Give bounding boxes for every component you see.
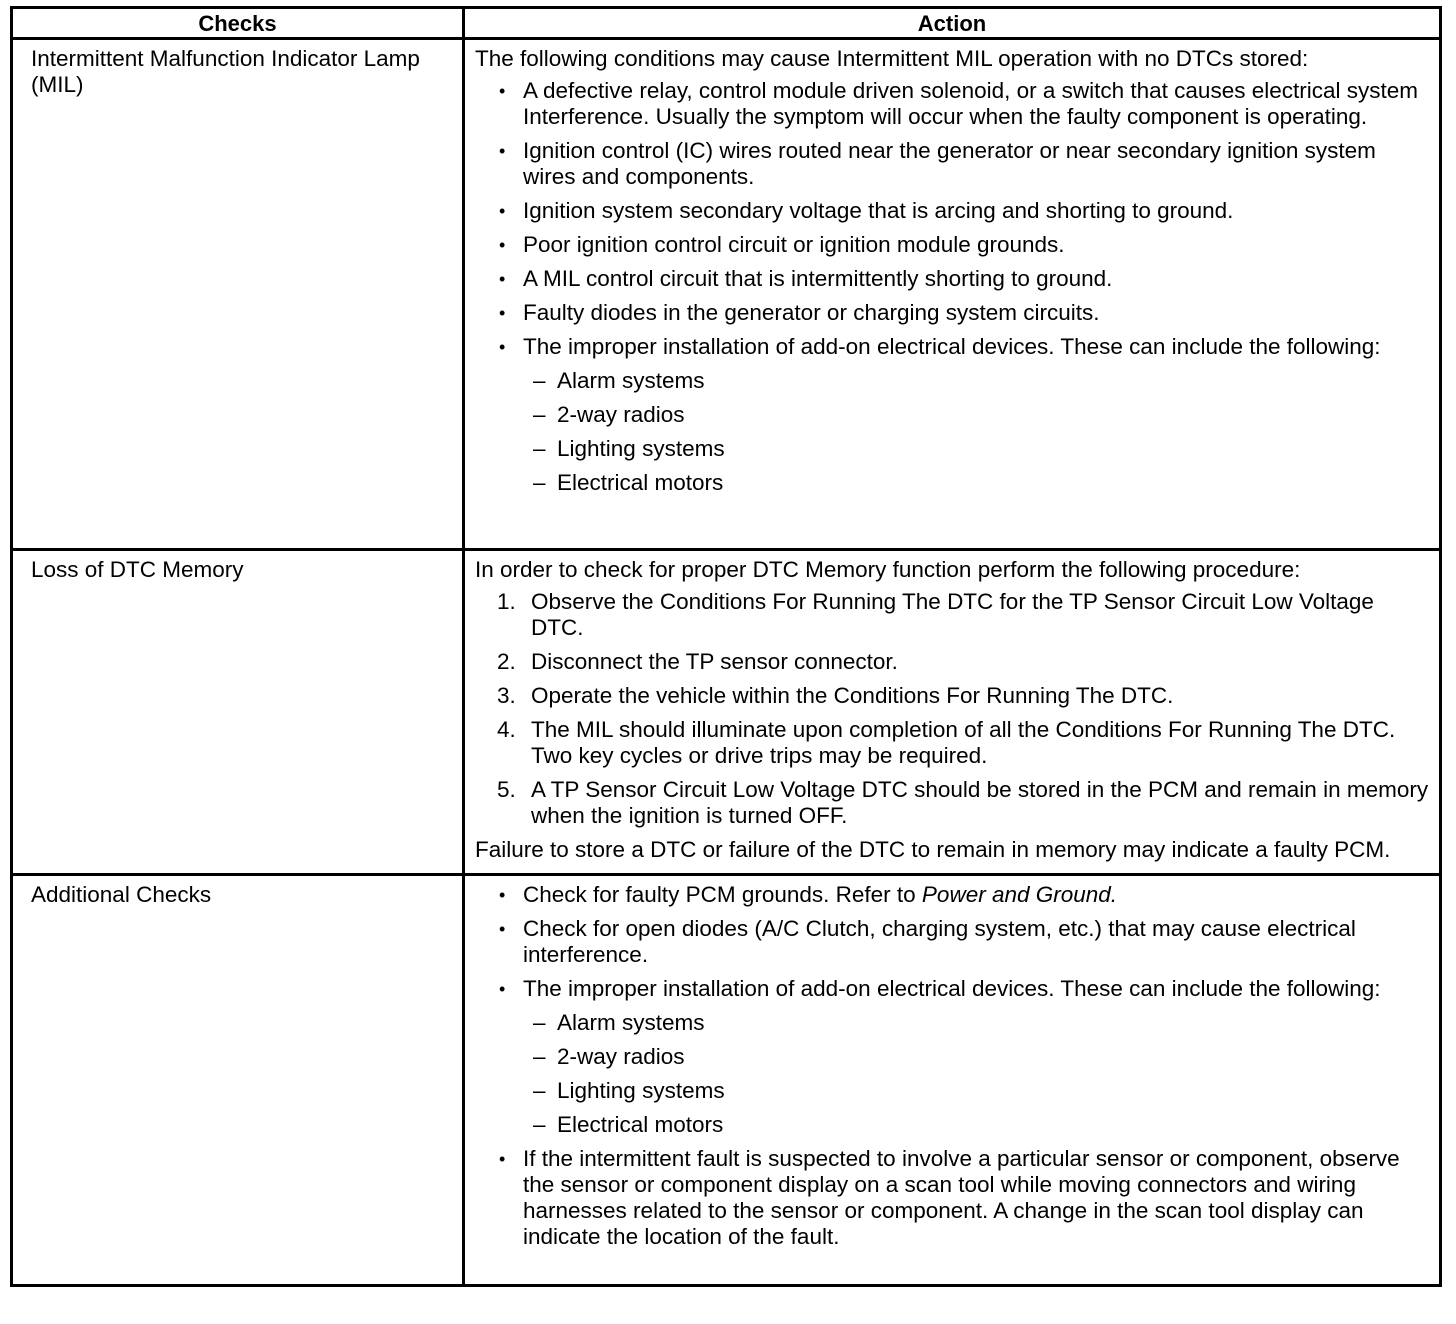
- sub-item: – Lighting systems: [523, 436, 1431, 462]
- bullet-text: Check for faulty PCM grounds. Refer to: [523, 882, 922, 907]
- check-cell: Intermittent Malfunction Indicator Lamp (MIL): [12, 39, 464, 550]
- action-intro: In order to check for proper DTC Memory function perform the following procedure:: [475, 557, 1301, 582]
- step-text: Operate the vehicle within the Conditions For Running The DTC.: [531, 683, 1174, 708]
- step-number: 2.: [497, 649, 516, 674]
- step-number: 3.: [497, 683, 516, 708]
- sub-item: – 2-way radios: [523, 1044, 1431, 1070]
- bullet-item: [475, 976, 1431, 1138]
- header-action: Action: [464, 8, 1441, 39]
- sub-item: – Lighting systems: [523, 1078, 1431, 1104]
- bullet-item: • A defective relay, control module driven solenoid, or a switch that causes electrical system Interference. Usually the symptom will occur when the faulty component is operating.: [475, 78, 1431, 130]
- step-text: Disconnect the TP sensor connector.: [531, 649, 898, 674]
- action-intro: The following conditions may cause Intermittent MIL operation with no DTCs stored:: [475, 46, 1309, 71]
- step-list: [475, 589, 1431, 829]
- bullet-item: • Ignition control (IC) wires routed near the generator or near secondary ignition system wires and components.: [475, 138, 1431, 190]
- sub-item: – Alarm systems: [523, 1010, 1431, 1036]
- check-cell: Loss of DTC Memory: [12, 550, 464, 875]
- sub-item: – Alarm systems: [523, 368, 1431, 394]
- bullet-list: [475, 78, 1431, 496]
- bullet-item: • If the intermittent fault is suspected to involve a particular sensor or component, observe the sensor or component display on a scan tool while moving connectors and wiring harnesses related to the sensor or component. A change in the scan tool display can indicate the location of the fault.: [475, 1146, 1431, 1250]
- step-item: [475, 777, 1431, 829]
- sub-item: – Electrical motors: [523, 1112, 1431, 1138]
- bullet-item: [475, 882, 1431, 908]
- action-cell: [464, 39, 1441, 550]
- step-text: The MIL should illuminate upon completion of all the Conditions For Running The DTC. Two key cycles or drive trips may be required.: [531, 717, 1396, 768]
- bullet-text: The improper installation of add-on electrical devices. These can include the following:: [523, 334, 1381, 359]
- step-item: [475, 717, 1431, 769]
- step-text: Observe the Conditions For Running The DTC for the TP Sensor Circuit Low Voltage DTC.: [531, 589, 1374, 640]
- header-checks: Checks: [12, 8, 464, 39]
- bullet-text: The improper installation of add-on electrical devices. These can include the following:: [523, 976, 1381, 1001]
- bullet-item: • Check for open diodes (A/C Clutch, charging system, etc.) that may cause electrical interference.: [475, 916, 1431, 968]
- bullet-item: • Ignition system secondary voltage that is arcing and shorting to ground.: [475, 198, 1431, 224]
- bullet-item: • Poor ignition control circuit or ignition module grounds.: [475, 232, 1431, 258]
- action-cell: [464, 875, 1441, 1286]
- step-item: [475, 683, 1431, 709]
- step-item: [475, 649, 1431, 675]
- table-row: [12, 550, 1441, 875]
- sub-list: [523, 368, 1431, 496]
- action-outro: Failure to store a DTC or failure of the DTC to remain in memory may indicate a faulty PCM.: [475, 837, 1391, 862]
- step-number: 5.: [497, 777, 516, 802]
- bullet-item: • Faulty diodes in the generator or charging system circuits.: [475, 300, 1431, 326]
- sub-item: – Electrical motors: [523, 470, 1431, 496]
- header-row: [12, 8, 1441, 39]
- step-number: 4.: [497, 717, 516, 742]
- cross-reference: Power and Ground.: [921, 882, 1118, 907]
- table-row: [12, 39, 1441, 550]
- bullet-item: • A MIL control circuit that is intermittently shorting to ground.: [475, 266, 1431, 292]
- step-item: [475, 589, 1431, 641]
- diagnostic-table: [10, 6, 1442, 1287]
- table-row: [12, 875, 1441, 1286]
- step-number: 1.: [497, 589, 516, 614]
- bullet-list: [475, 882, 1431, 1250]
- check-cell: Additional Checks: [12, 875, 464, 1286]
- action-cell: [464, 550, 1441, 875]
- sub-list: [523, 1010, 1431, 1138]
- bullet-item: [475, 334, 1431, 496]
- sub-item: – 2-way radios: [523, 402, 1431, 428]
- step-text: A TP Sensor Circuit Low Voltage DTC should be stored in the PCM and remain in memory when the ignition is turned OFF.: [531, 777, 1429, 828]
